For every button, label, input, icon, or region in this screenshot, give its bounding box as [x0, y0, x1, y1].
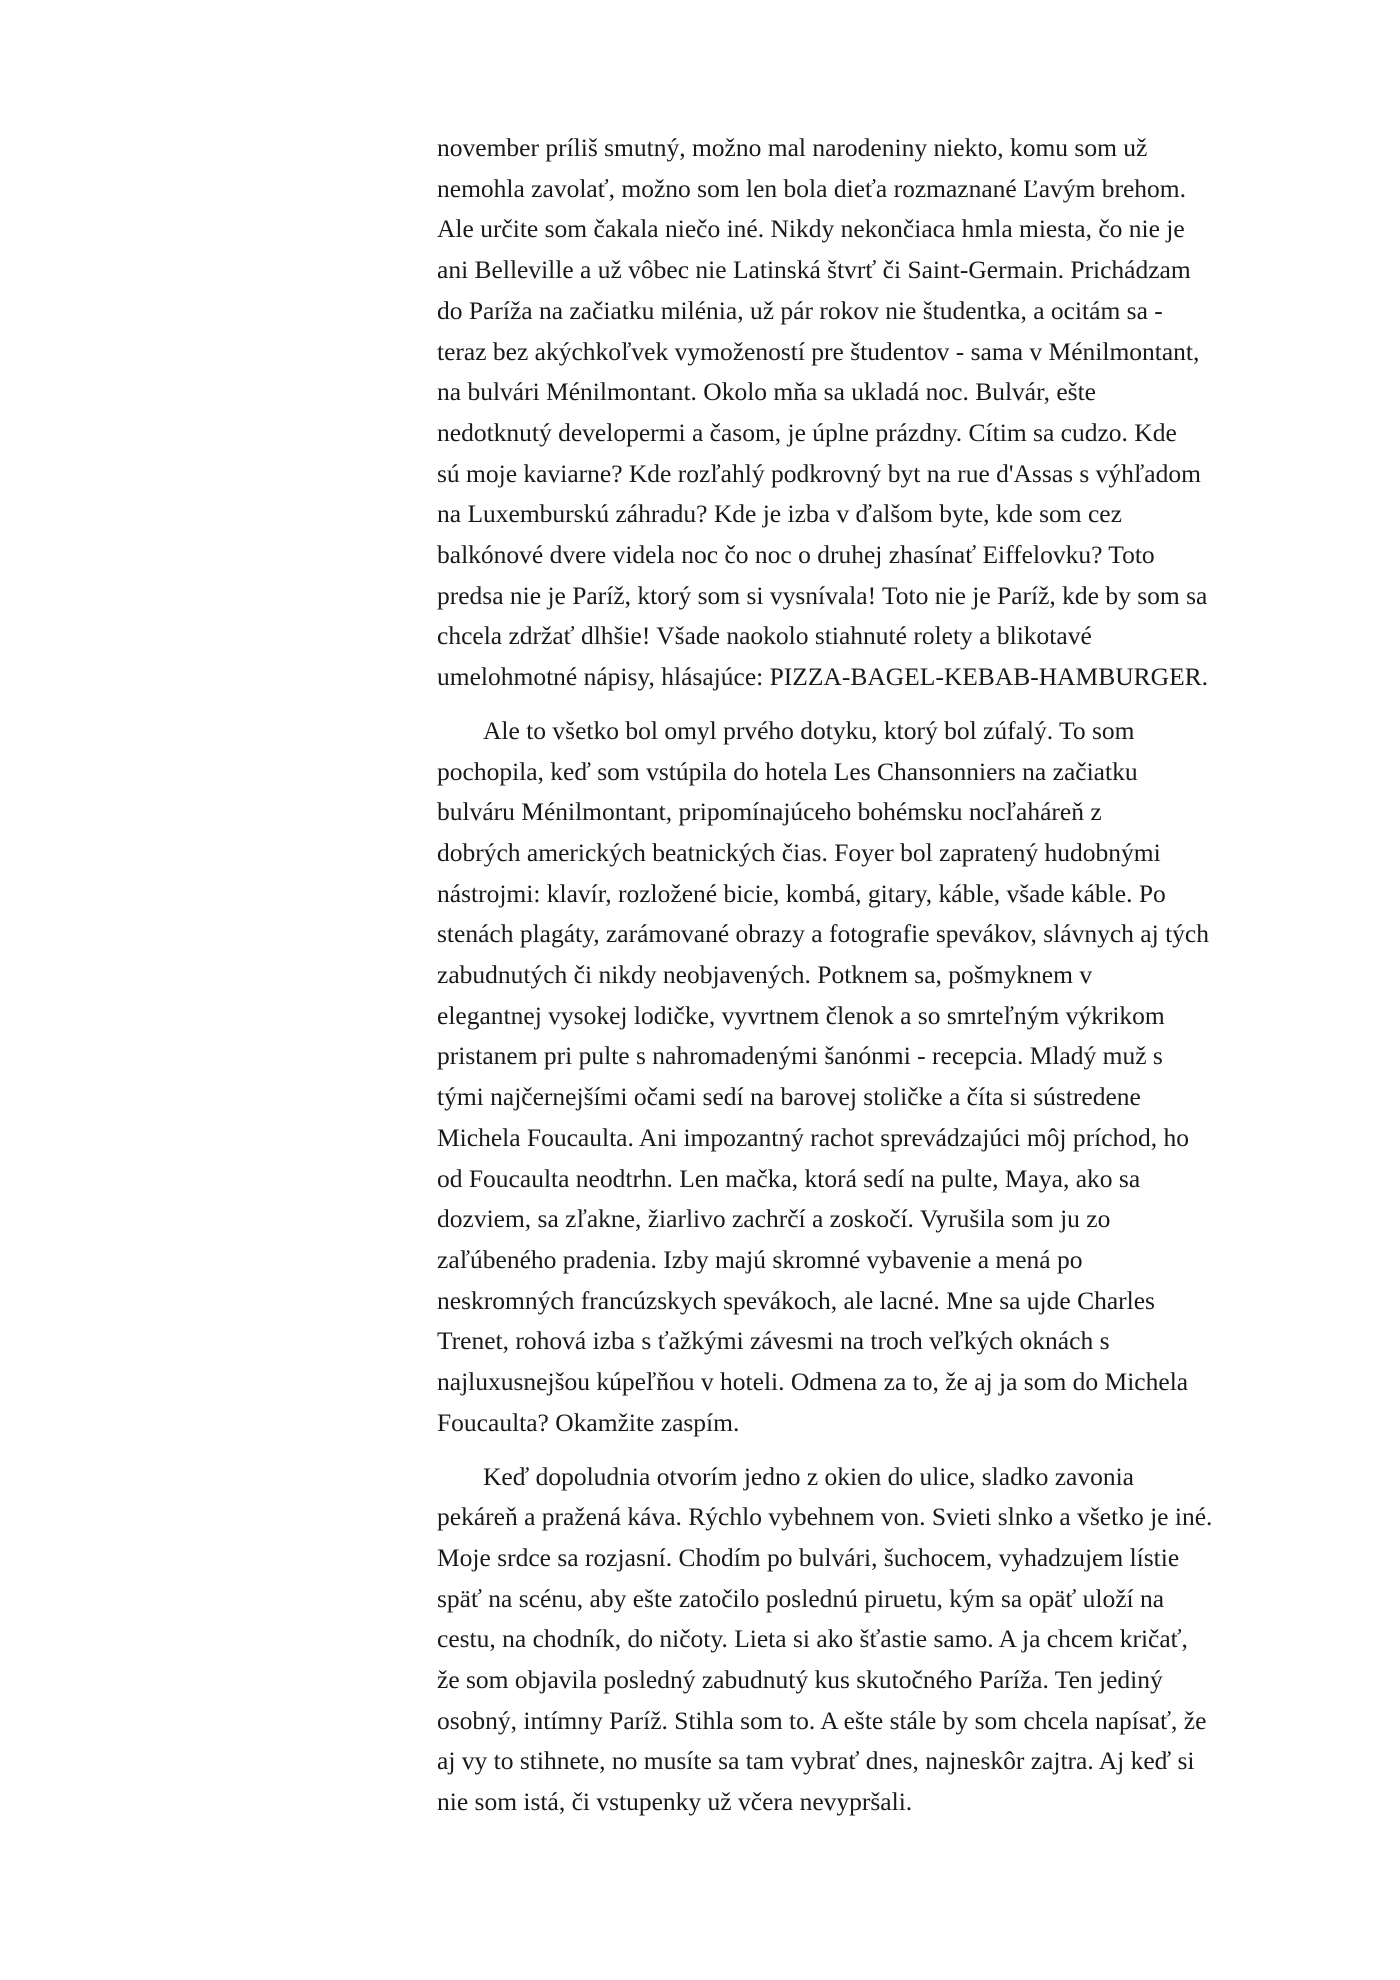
text-line: Foucaulta? Okamžite zaspím.	[437, 1407, 740, 1437]
text-line: pochopila, keď som vstúpila do hotela Les Chansonniers na začiatku	[437, 756, 1138, 786]
text-line: nemohla zavolať, možno som len bola dieťa rozmaznané Ľavým brehom.	[437, 173, 1186, 203]
text-line: stenách plagáty, zarámované obrazy a fotografie spevákov, slávnych aj tých	[437, 919, 1209, 949]
text-line: že som objavila posledný zabudnutý kus skutočného Paríža. Ten jediný	[437, 1665, 1163, 1695]
text-line: dozviem, sa zľakne, žiarlivo zachrčí a zoskočí. Vyrušila som ju zo	[437, 1204, 1111, 1234]
text-line: chcela zdržať dlhšie! Všade naokolo stiahnuté rolety a blikotavé	[437, 621, 1092, 651]
text-line: na Luxemburskú záhradu? Kde je izba v ďalšom byte, kde som cez	[437, 499, 1122, 529]
text-line: nedotknutý developermi a časom, je úplne prázdny. Cítim sa cudzo. Kde	[437, 417, 1177, 447]
text-line-indented: Keď dopoludnia otvorím jedno z okien do ulice, sladko zavonia	[483, 1461, 1134, 1491]
text-line: tými najčernejšími očami sedí na barovej stoličke a číta si sústredene	[437, 1082, 1141, 1112]
text-line-indented: Ale to všetko bol omyl prvého dotyku, ktorý bol zúfalý. To som	[483, 715, 1135, 745]
paragraph-1	[437, 128, 1237, 698]
text-line: bulváru Ménilmontant, pripomínajúceho bohémsku nocľaháreň z	[437, 797, 1102, 827]
text-line: pristanem pri pulte s nahromadenými šanónmi - recepcia. Mladý muž s	[437, 1041, 1163, 1071]
text-line: Ale určite som čakala niečo iné. Nikdy nekončiaca hmla miesta, čo nie je	[437, 214, 1185, 244]
text-line: ani Belleville a už vôbec nie Latinská štvrť či Saint-Germain. Prichádzam	[437, 255, 1191, 285]
text-line: Trenet, rohová izba s ťažkými závesmi na troch veľkých oknách s	[437, 1326, 1110, 1356]
text-line: umelohmotné nápisy, hlásajúce: PIZZA-BAGEL-KEBAB-HAMBURGER.	[437, 662, 1209, 692]
text-line: aj vy to stihnete, no musíte sa tam vybrať dnes, najneskôr zajtra. Aj keď si	[437, 1746, 1195, 1776]
text-line: predsa nie je Paríž, ktorý som si vysnívala! Toto nie je Paríž, kde by som sa	[437, 580, 1208, 610]
text-line: sú moje kaviarne? Kde rozľahlý podkrovný byt na rue d'Assas s výhľadom	[437, 458, 1201, 488]
text-line: dobrých amerických beatnických čias. Foyer bol zapratený hudobnými	[437, 837, 1161, 867]
text-line: na bulvári Ménilmontant. Okolo mňa sa ukladá noc. Bulvár, ešte	[437, 377, 1096, 407]
text-line: nie som istá, či vstupenky už včera nevypršali.	[437, 1787, 913, 1817]
text-line: zaľúbeného pradenia. Izby majú skromné vybavenie a mená po	[437, 1244, 1083, 1274]
text-line: neskromných francúzskych spevákoch, ale lacné. Mne sa ujde Charles	[437, 1285, 1155, 1315]
text-line: elegantnej vysokej lodičke, vyvrtnem členok a so smrteľným výkrikom	[437, 1000, 1165, 1030]
text-line: Michela Foucaulta. Ani impozantný rachot sprevádzajúci môj príchod, ho	[437, 1122, 1190, 1152]
text-line: do Paríža na začiatku milénia, už pár rokov nie študentka, a ocitám sa -	[437, 295, 1163, 325]
text-line: balkónové dvere videla noc čo noc o druhej zhasínať Eiffelovku? Toto	[437, 540, 1155, 570]
text-line: zabudnutých či nikdy neobjavených. Potknem sa, pošmyknem v	[437, 960, 1093, 990]
body-text	[437, 128, 1237, 1823]
paragraph-2	[437, 711, 1237, 1444]
text-line: cestu, na chodník, do ničoty. Lieta si ako šťastie samo. A ja chcem kričať,	[437, 1624, 1188, 1654]
paragraph-3	[437, 1457, 1237, 1823]
text-line: pekáreň a pražená káva. Rýchlo vybehnem von. Svieti slnko a všetko je iné.	[437, 1502, 1213, 1532]
text-line: najluxusnejšou kúpeľňou v hoteli. Odmena za to, že aj ja som do Michela	[437, 1367, 1189, 1397]
text-line: teraz bez akýchkoľvek vymožeností pre študentov - sama v Ménilmontant,	[437, 336, 1200, 366]
text-line: osobný, intímny Paríž. Stihla som to. A ešte stále by som chcela napísať, že	[437, 1705, 1207, 1735]
text-line: november príliš smutný, možno mal narodeniny niekto, komu som už	[437, 133, 1148, 162]
text-line: od Foucaulta neodtrhn. Len mačka, ktorá sedí na pulte, Maya, ako sa	[437, 1163, 1141, 1193]
text-line: nástrojmi: klavír, rozložené bicie, kombá, gitary, káble, všade káble. Po	[437, 878, 1166, 908]
text-line: Moje srdce sa rozjasní. Chodím po bulvári, šuchocem, vyhadzujem lístie	[437, 1542, 1180, 1572]
text-line: späť na scénu, aby ešte zatočilo poslednú piruetu, kým sa opäť uloží na	[437, 1583, 1165, 1613]
